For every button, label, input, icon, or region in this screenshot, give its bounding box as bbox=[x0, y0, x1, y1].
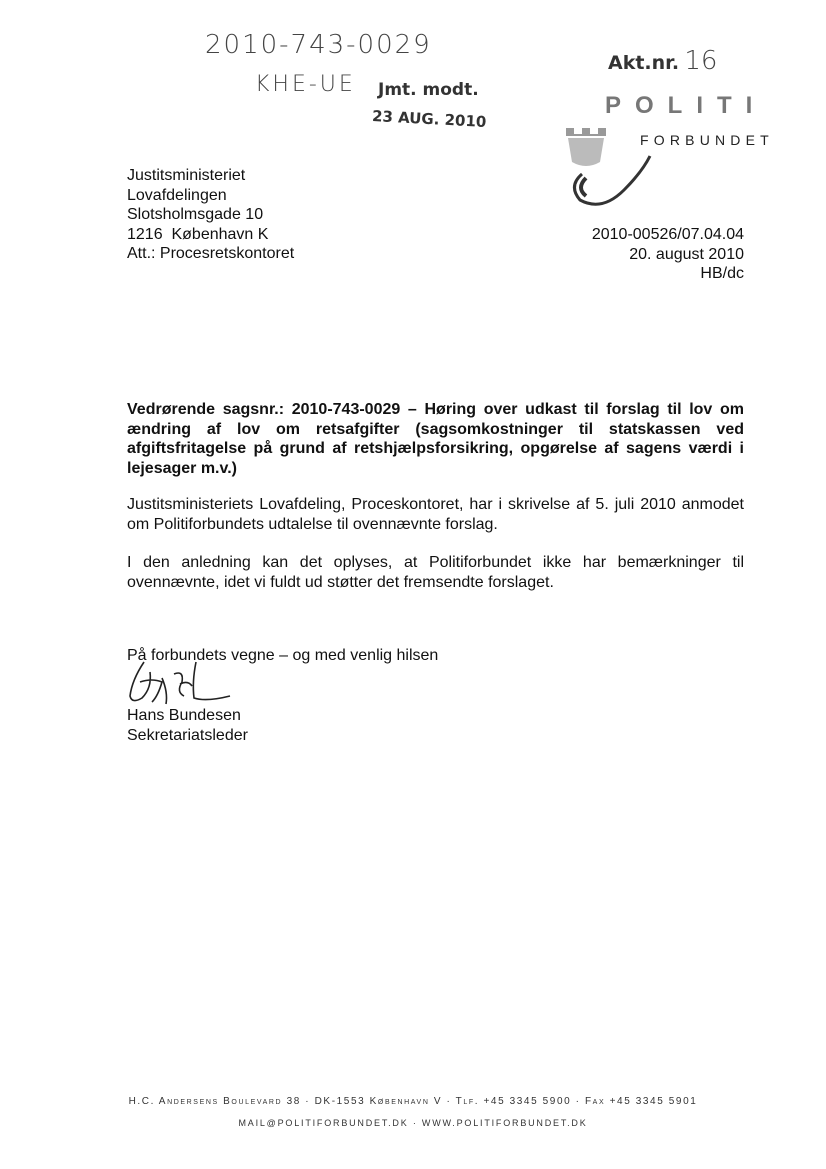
recipient-line: Justitsministeriet bbox=[127, 167, 246, 184]
logo-subtitle: FORBUNDET bbox=[640, 132, 774, 148]
letter-subject: Vedrørende sagsnr.: 2010-743-0029 – Høring over udkast til forslag til lov om ændring af lov om retsafgifter (sagsomkostninger til statskassen ved afgiftsfritagelse på grund af retshjælpsforsikring, opgørelse af sagens værdi i lejesager m.v.) bbox=[127, 401, 744, 477]
recipient-line: 1216 København K bbox=[127, 225, 269, 243]
recipient-line: Lovafdelingen bbox=[127, 186, 227, 204]
letter-paragraph: Justitsministeriets Lovafdeling, Proceskontoret, har i skrivelse af 5. juli 2010 anmodet om Politiforbundets udtalelse til ovennævnte forslag. bbox=[127, 496, 744, 533]
reference-initials: HB/dc bbox=[700, 265, 744, 282]
handwritten-case-number: 2010-743-0029 bbox=[205, 30, 432, 60]
received-stamp: Jmt. modt. bbox=[378, 80, 479, 100]
footer-contact: MAIL@POLITIFORBUNDET.DK · WWW.POLITIFORBUNDET.DK bbox=[238, 1118, 588, 1128]
reference-block bbox=[592, 225, 744, 284]
journal-number: 2010-00526/07.04.04 bbox=[591, 226, 744, 243]
logo-title: POLITI bbox=[605, 92, 767, 119]
akt-label: Akt.nr. bbox=[608, 52, 680, 74]
footer-address: H.C. Andersens Boulevard 38 · DK-1553 København V · Tlf. +45 3345 5900 · Fax +45 3345 5901 bbox=[128, 1096, 698, 1107]
handwritten-signature bbox=[122, 652, 252, 710]
akt-number bbox=[608, 46, 717, 76]
signer-block bbox=[127, 706, 248, 745]
politi-crest-icon bbox=[562, 126, 662, 212]
received-date-stamp: 23 AUG. 2010 bbox=[371, 107, 487, 131]
recipient-line: Att.: Procesretskontoret bbox=[127, 245, 295, 262]
akt-value: 16 bbox=[684, 46, 718, 76]
letter-date: 20. august 2010 bbox=[629, 245, 744, 263]
signer-name: Hans Bundesen bbox=[127, 707, 241, 724]
letter-closing: På forbundets vegne – og med venlig hilsen bbox=[127, 647, 439, 664]
recipient-address bbox=[127, 166, 294, 264]
recipient-line: Slotsholmsgade 10 bbox=[127, 206, 264, 223]
signer-title: Sekretariatsleder bbox=[127, 726, 248, 744]
letter-paragraph: I den anledning kan det oplyses, at Politiforbundet ikke har bemærkninger til ovennævnte, idet vi fuldt ud støtter det fremsendte forslaget. bbox=[127, 554, 744, 591]
handwritten-initials: KHE-UE bbox=[255, 72, 356, 97]
